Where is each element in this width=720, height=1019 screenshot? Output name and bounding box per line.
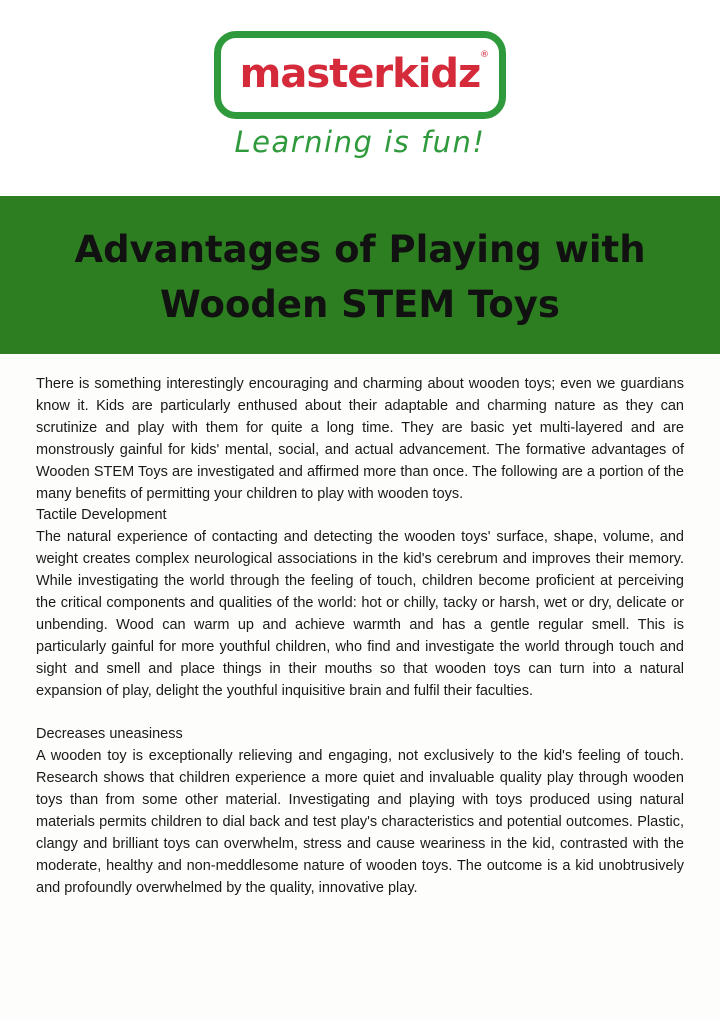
section-paragraph-uneasiness: A wooden toy is exceptionally relieving and engaging, not exclusively to the kid's feeling of touch. Research shows that children experience a more quiet and invaluable quality play through wooden toys than from some other material. Investigating and playing with toys produced using natural materials permits children to dial back and test play's characteristics and potential outcomes. Plastic, clangy and brilliant toys can overwhelm, stress and cause weariness in the kid, contrasted with the moderate, healthy and non-meddlesome nature of wooden toys. The outcome is a kid unobtrusively and profoundly overwhelmed by the quality, innovative play. [36, 748, 684, 896]
intro-paragraph: There is something interestingly encouraging and charming about wooden toys; even we guardians know it. Kids are particularly enthused about their adaptable and charming nature as they can scrutinize and play with them for quite a long time. They are basic yet multi-layered and are monstrously gainful for kids' mental, social, and actual advancement. The formative advantages of Wooden STEM Toys are investigated and affirmed more than once. The following are a portion of the many benefits of permitting your children to play with wooden toys. [36, 376, 684, 502]
registered-mark: ® [480, 50, 489, 60]
section-heading-uneasiness: Decreases uneasiness [36, 726, 183, 743]
paragraph-spacer [36, 703, 684, 725]
page-title [0, 222, 720, 332]
section-paragraph-tactile: The natural experience of contacting and detecting the wooden toys' surface, shape, volume, and weight creates complex neurological associations in the kid's cerebrum and improves their memory. While investigating the world through the feeling of touch, children become proficient at perceiving the critical components and qualities of the world: hot or chilly, tacky or harsh, wet or dry, delicate or unbending. Wood can warm up and achieve warmth and has a gentle regular smell. This is particularly gainful for more youthful children, who find and investigate the world through touch and sight and smell and place things in their mouths so that wooden toys can turn into a natural expansion of play, delight the youthful inquisitive brain and fulfil their faculties. [36, 529, 684, 699]
title-line-2: Wooden STEM Toys [160, 283, 560, 326]
logo-header [0, 0, 720, 196]
title-line-1: Advantages of Playing with [74, 228, 646, 271]
brand-logo [214, 31, 506, 119]
logo-wordmark: masterkidz [239, 51, 481, 97]
article-body [36, 374, 684, 900]
logo-tagline: Learning is fun! [234, 125, 486, 159]
section-heading-tactile: Tactile Development [36, 507, 167, 524]
title-banner [0, 196, 720, 354]
